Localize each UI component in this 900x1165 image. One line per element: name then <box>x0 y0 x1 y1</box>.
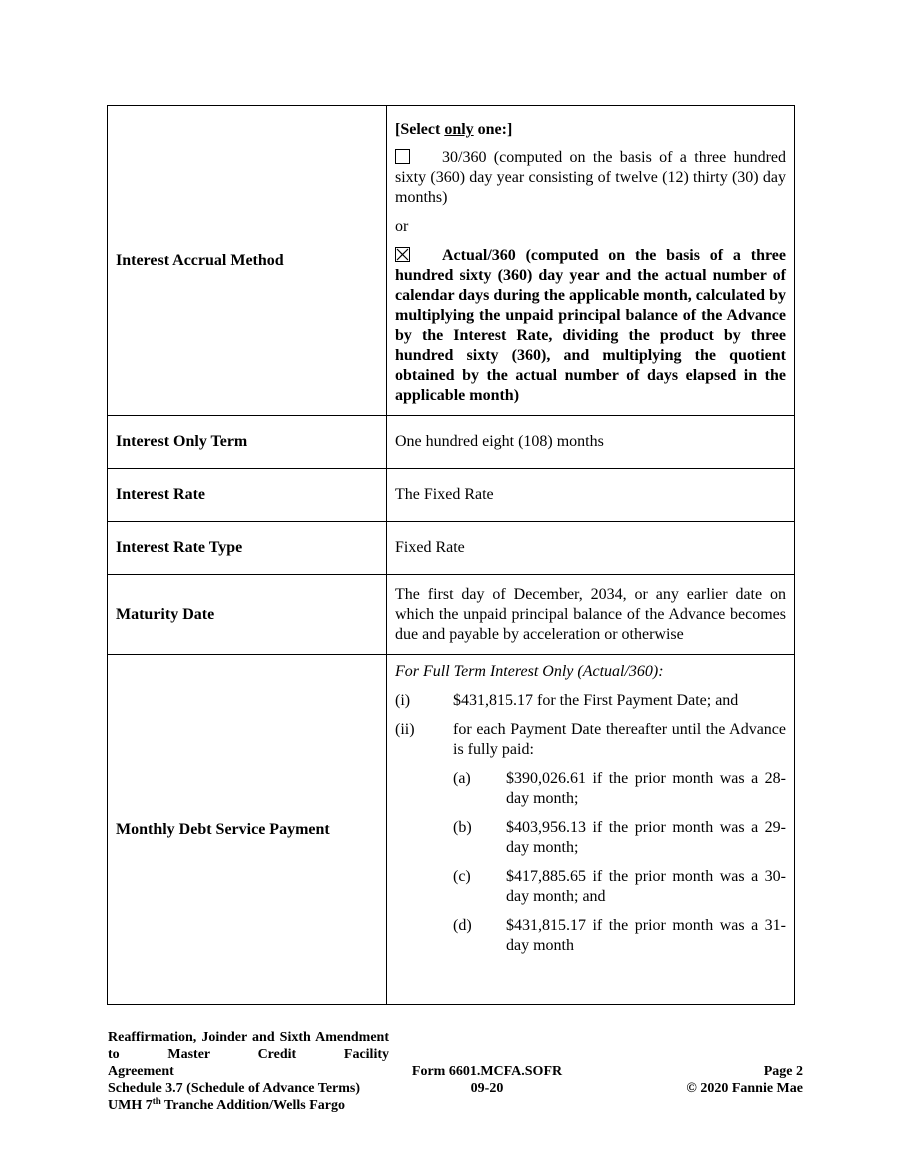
option-30-360: 30/360 (computed on the basis of a three hundred sixty (360) day year consisting of twelve (12) thirty (30) day months) <box>395 149 786 206</box>
row-label: Interest Rate Type <box>108 522 387 575</box>
footer-form-id: Form 6601.MCFA.SOFR 09-20 <box>411 1064 563 1096</box>
sub-list-item: (d) $431,815.17 if the prior month was a 31-day month <box>453 917 786 954</box>
table-row <box>108 106 795 416</box>
row-value: One hundred eight (108) months <box>387 416 795 469</box>
advance-terms-table <box>107 105 795 1005</box>
row-label: Maturity Date <box>108 575 387 655</box>
sub-list-item: (a) $390,026.61 if the prior month was a 28-day month; <box>453 770 786 807</box>
row-value: The Fixed Rate <box>387 469 795 522</box>
table-row <box>108 469 795 522</box>
payment-intro: For Full Term Interest Only (Actual/360): <box>395 663 664 680</box>
row-label: Interest Accrual Method <box>108 106 387 416</box>
sub-list-item: (c) $417,885.65 if the prior month was a 30-day month; and <box>453 868 786 905</box>
table-row <box>108 522 795 575</box>
table-row <box>108 416 795 469</box>
row-label: Interest Only Term <box>108 416 387 469</box>
select-instruction: [Select only one:] <box>395 121 513 138</box>
row-label: Interest Rate <box>108 469 387 522</box>
footer-page-info <box>686 1063 803 1097</box>
row-label: Monthly Debt Service Payment <box>108 655 387 1005</box>
footer-document-title: Reaffirmation, Joinder and Sixth Amendment to Master Credit Facility Agreement Schedule 3.7 (Schedule of Advance Terms) UMH 7th Tranche Addition/Wells Fargo <box>108 1030 389 1113</box>
list-item: (i) $431,815.17 for the First Payment Date; and <box>395 692 739 709</box>
checkbox-checked[interactable] <box>395 247 410 262</box>
page-number: Page 2 <box>763 1064 803 1079</box>
row-value: The first day of December, 2034, or any earlier date on which the unpaid principal balance of the Advance becomes due and payable by acceleration or otherwise <box>387 575 795 655</box>
list-item: (ii) for each Payment Date thereafter until the Advance is fully paid: <box>395 721 786 758</box>
copyright: © 2020 Fannie Mae <box>686 1081 803 1096</box>
checkbox-unchecked[interactable] <box>395 149 410 164</box>
or-text: or <box>395 218 409 235</box>
option-actual-360: Actual/360 (computed on the basis of a three hundred sixty (360) day year and the actual number of calendar days during the applicable month, calculated by multiplying the unpaid principal balance of the Advance by the Interest Rate, dividing the product by three hundred sixty (360), and multiplying the quotient obtained by the actual number of days elapsed in the applicable month) <box>395 247 786 404</box>
row-value: Fixed Rate <box>387 522 795 575</box>
table-row <box>108 655 795 1005</box>
sub-list-item: (b) $403,956.13 if the prior month was a 29-day month; <box>453 819 786 856</box>
table-row <box>108 575 795 655</box>
